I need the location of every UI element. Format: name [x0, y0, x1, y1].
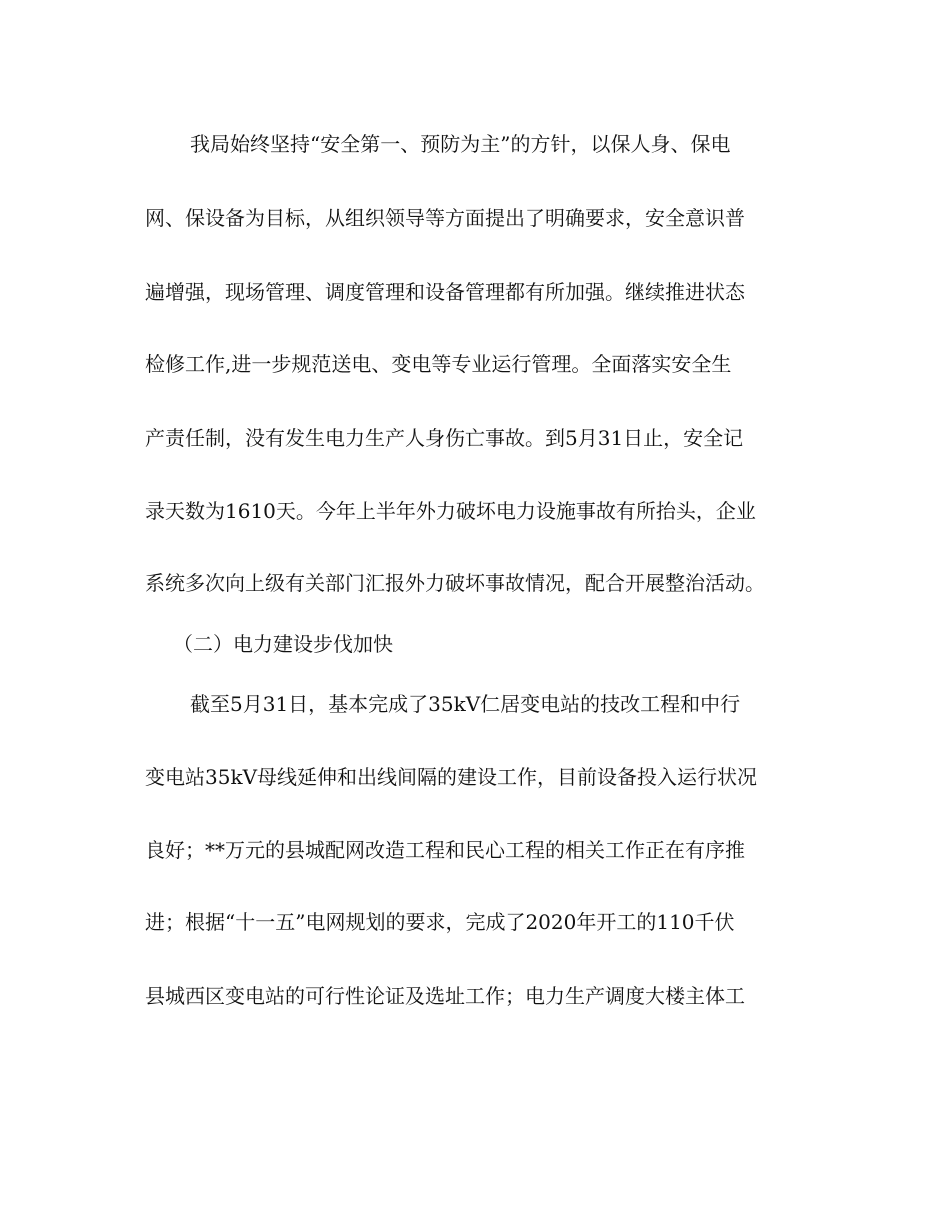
paragraph-line: 检修工作,进一步规范送电、变电等专业运行管理。全面落实安全生 — [145, 352, 732, 376]
paragraph-line: 进；根据“十一五”电网规划的要求，完成了2020年开工的110千伏 — [145, 910, 735, 934]
paragraph-line: 产责任制，没有发生电力生产人身伤亡事故。到5月31日止，安全记 — [145, 426, 744, 450]
paragraph-line: 我局始终坚持“安全第一、预防为主”的方针，以保人身、保电 — [190, 132, 731, 156]
paragraph-line: 截至5月31日，基本完成了35kV仁居变电站的技改工程和中行 — [190, 692, 741, 716]
paragraph-line: 网、保设备为目标，从组织领导等方面提出了明确要求，安全意识普 — [145, 206, 745, 230]
section-heading: （二）电力建设步伐加快 — [173, 632, 393, 656]
paragraph-line: 变电站35kV母线延伸和出线间隔的建设工作，目前设备投入运行状况 — [145, 765, 758, 789]
paragraph-line: 遍增强，现场管理、调度管理和设备管理都有所加强。继续推进状态 — [145, 280, 745, 304]
paragraph-line: 录天数为1610天。今年上半年外力破坏电力设施事故有所抬头，企业 — [145, 499, 756, 523]
paragraph-line: 县城西区变电站的可行性论证及选址工作；电力生产调度大楼主体工 — [145, 984, 745, 1008]
paragraph-line: 良好；**万元的县城配网改造工程和民心工程的相关工作正在有序推 — [145, 838, 745, 862]
paragraph-line: 系统多次向上级有关部门汇报外力破坏事故情况，配合开展整治活动。 — [145, 571, 765, 595]
